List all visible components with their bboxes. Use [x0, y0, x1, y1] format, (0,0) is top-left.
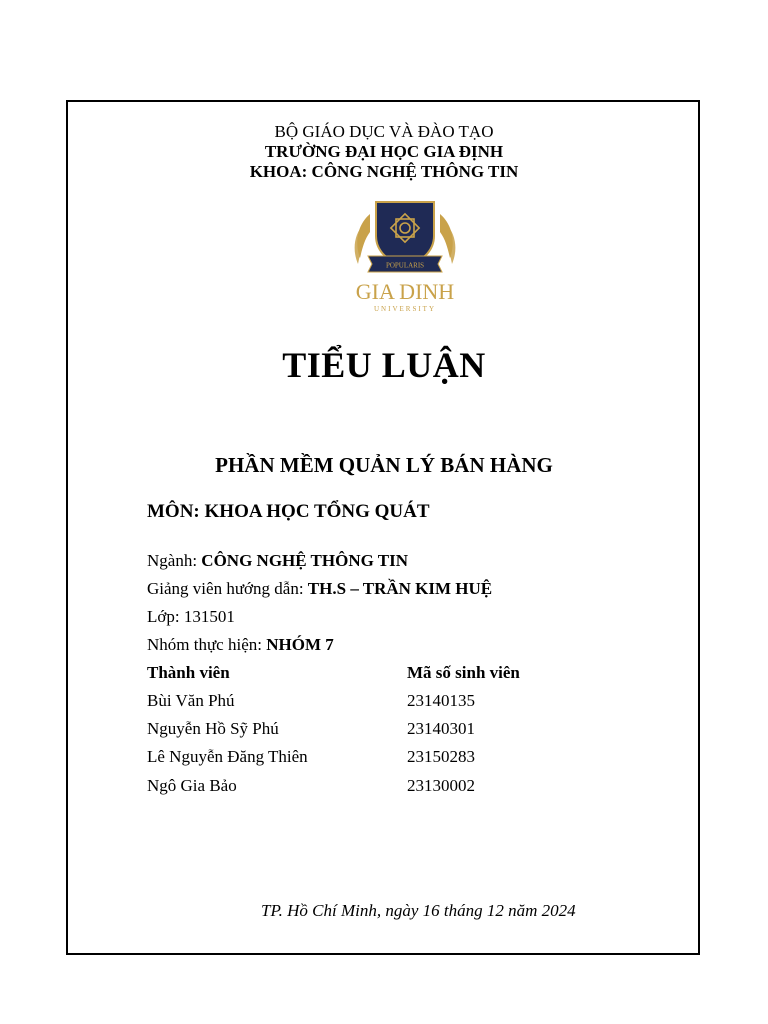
member-id: 23140135	[407, 691, 475, 710]
university-logo	[330, 194, 480, 318]
place-date: TP. Hồ Chí Minh, ngày 16 tháng 12 năm 2024	[261, 901, 576, 920]
lecturer-label: Giảng viên hướng dẫn:	[147, 579, 308, 598]
member-id: 23130002	[407, 776, 475, 795]
group-value: NHÓM 7	[266, 635, 334, 654]
lecturer-value: TH.S – TRẦN KIM HUỆ	[307, 579, 493, 598]
member-name: Bùi Văn Phú	[147, 691, 235, 710]
group-line	[147, 635, 334, 655]
member-id: 23140301	[407, 719, 475, 738]
members-header-name: Thành viên	[147, 663, 230, 682]
document-topic: PHẦN MỀM QUẢN LÝ BÁN HÀNG	[215, 453, 553, 477]
members-header-id: Mã số sinh viên	[407, 663, 520, 682]
major-line	[147, 551, 408, 571]
university-name: TRƯỜNG ĐẠI HỌC GIA ĐỊNH	[264, 142, 504, 161]
ministry-name: BỘ GIÁO DỤC VÀ ĐÀO TẠO	[274, 122, 494, 141]
group-label: Nhóm thực hiện:	[147, 635, 267, 654]
member-id: 23150283	[407, 747, 475, 766]
major-value: CÔNG NGHỆ THÔNG TIN	[201, 551, 409, 570]
major-label: Ngành:	[147, 551, 202, 570]
subject-line: MÔN: KHOA HỌC TỔNG QUÁT	[147, 501, 430, 522]
document-title: TIỂU LUẬN	[282, 345, 486, 385]
gia-dinh-emblem-icon	[330, 194, 480, 318]
logo-ribbon-text: POPULARIS	[385, 261, 425, 270]
member-name: Lê Nguyễn Đăng Thiên	[147, 747, 308, 766]
logo-brand-name: GIA DINH	[355, 279, 455, 304]
member-name: Ngô Gia Bảo	[147, 776, 237, 795]
member-name: Nguyễn Hồ Sỹ Phú	[147, 719, 279, 738]
faculty-name: KHOA: CÔNG NGHỆ THÔNG TIN	[249, 162, 519, 181]
lecturer-line	[147, 579, 492, 599]
logo-brand-sub: UNIVERSITY	[374, 305, 436, 313]
class-line: Lớp: 131501	[147, 607, 235, 626]
